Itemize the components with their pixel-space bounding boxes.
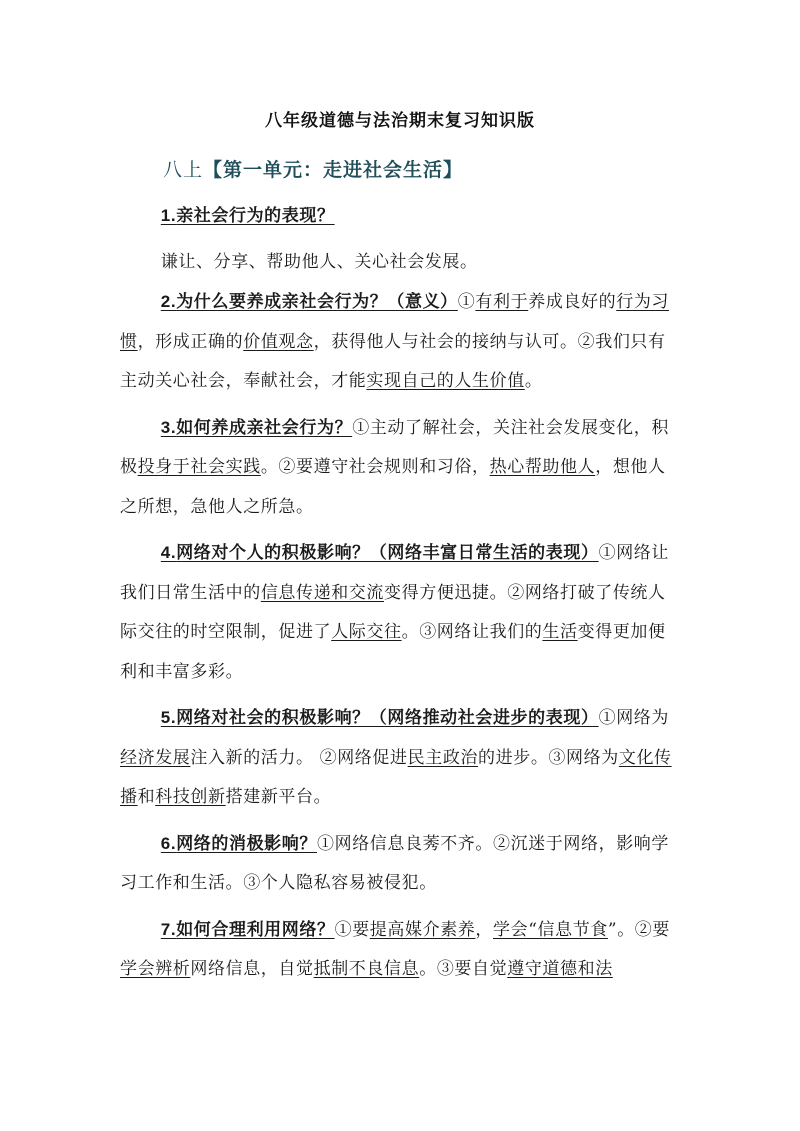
question-number: 2. [160,292,177,311]
answer-segment: 注入新的活力。 ②网络促进 [190,747,408,768]
question-text: 为什么要养成亲社会行为？（意义） [176,292,458,312]
answer-segment: 和 [137,787,156,807]
answer-segment: ①主动了解社会，关注社会发展变化，积极 [120,417,669,477]
key-phrase: 经济发展 [120,747,191,768]
answer-text [120,543,669,682]
question-number: 4. [160,543,177,562]
answer-segment: ①网络信息良莠不齐。②沉迷于网络，影响学习工作和生活。③个人隐私容易被侵犯。 [120,833,669,893]
answer-segment: ，想他人之所想，急他人之所急。 [120,457,666,517]
question-heading [161,834,317,854]
question-heading [161,920,335,940]
document-title: 八年级道德与法治期末复习知识版 [265,111,535,131]
answer-segment: ①网络为 [598,708,669,728]
question-heading [161,292,458,312]
review-item [120,196,680,237]
key-phrase: 信息传递和交流 [260,582,385,603]
answer-segment: ”。②要 [607,919,670,940]
answer-segment: ①要 [334,919,370,940]
question-text: 网络的消极影响？ [176,833,317,854]
question-heading [161,206,335,226]
review-item [120,282,680,402]
answer-segment: ，获得他人与社会的接纳与认可。②我们只有主动关心社会，奉献社会，才能 [120,331,666,391]
key-phrase: 价值观念 [243,331,314,352]
key-phrase: 投身于社会实践 [137,457,261,477]
key-phrase: 抵制不良信息 [313,959,420,979]
question-number: 6. [160,833,177,853]
question-heading [161,418,352,438]
answer-segment: 。②要遵守社会规则和习俗， [260,457,490,477]
unit-title: 【第一单元：走进社会生活】 [203,159,464,181]
key-phrase: 热心帮助他人 [489,457,596,477]
question-text: 网络对个人的积极影响？（网络丰富日常生活的表现） [176,543,599,563]
key-phrase: 实现自己的人生价值 [366,371,525,391]
answer-segment: ，形成正确的 [137,331,244,352]
answer-segment: 的进步。③网络为 [478,747,619,768]
answer-segment: ， [475,919,494,940]
answer-text: 谦让、分享、帮助他人、关心社会发展。 [160,251,478,272]
key-phrase: 有利于 [475,292,529,312]
answer-segment: 变得方便迅捷。②网络打破了传统人际交往的时空限制，促进了 [120,582,666,642]
answer-segment: 。 [524,371,543,391]
review-item [120,910,680,990]
question-text: 如何合理利用网络？ [176,919,335,940]
answer-segment: 。③网络让我们的 [401,622,543,642]
answer-segment: ①网络让我们日常生活中的 [120,543,669,603]
answer-segment: 搭建新平台。 [225,787,332,807]
question-text: 网络对社会的积极影响？（网络推动社会进步的表现） [176,708,599,728]
answer-segment: 。③要自觉 [419,959,508,979]
review-item [120,824,680,904]
key-phrase: 遵守道德和法 [507,959,613,979]
unit-heading [163,155,463,182]
answer-segment: ① [457,292,476,312]
question-text: 亲社会行为的表现？ [176,206,335,226]
key-phrase: 学会“信息节食 [493,919,608,940]
question-number: 5. [160,708,177,727]
key-phrase: 科技创新 [155,787,226,807]
review-item [120,533,680,692]
answer-segment: 养成良好的 [528,292,617,312]
review-content [120,196,680,990]
key-phrase: 人际交往 [331,622,402,642]
unit-prefix: 八上 [163,159,204,181]
question-number: 7. [160,919,177,939]
key-phrase: 民主政治 [407,747,479,768]
review-item [120,408,680,528]
key-phrase: 学会辨析 [120,959,191,979]
key-phrase: 生活 [542,622,578,642]
review-item [120,698,680,818]
answer-segment: 变得更加便利和丰富多彩。 [120,622,666,682]
answer-segment: 网络信息，自觉 [190,959,314,979]
key-phrase: 行为习惯 [120,292,670,352]
question-heading [161,708,599,728]
key-phrase: 文化传播 [120,747,672,807]
question-number: 1. [160,206,177,225]
question-number: 3. [160,417,177,437]
key-phrase: 提高媒介素养 [369,919,476,940]
question-heading [161,543,599,563]
question-text: 如何养成亲社会行为？ [176,417,353,438]
